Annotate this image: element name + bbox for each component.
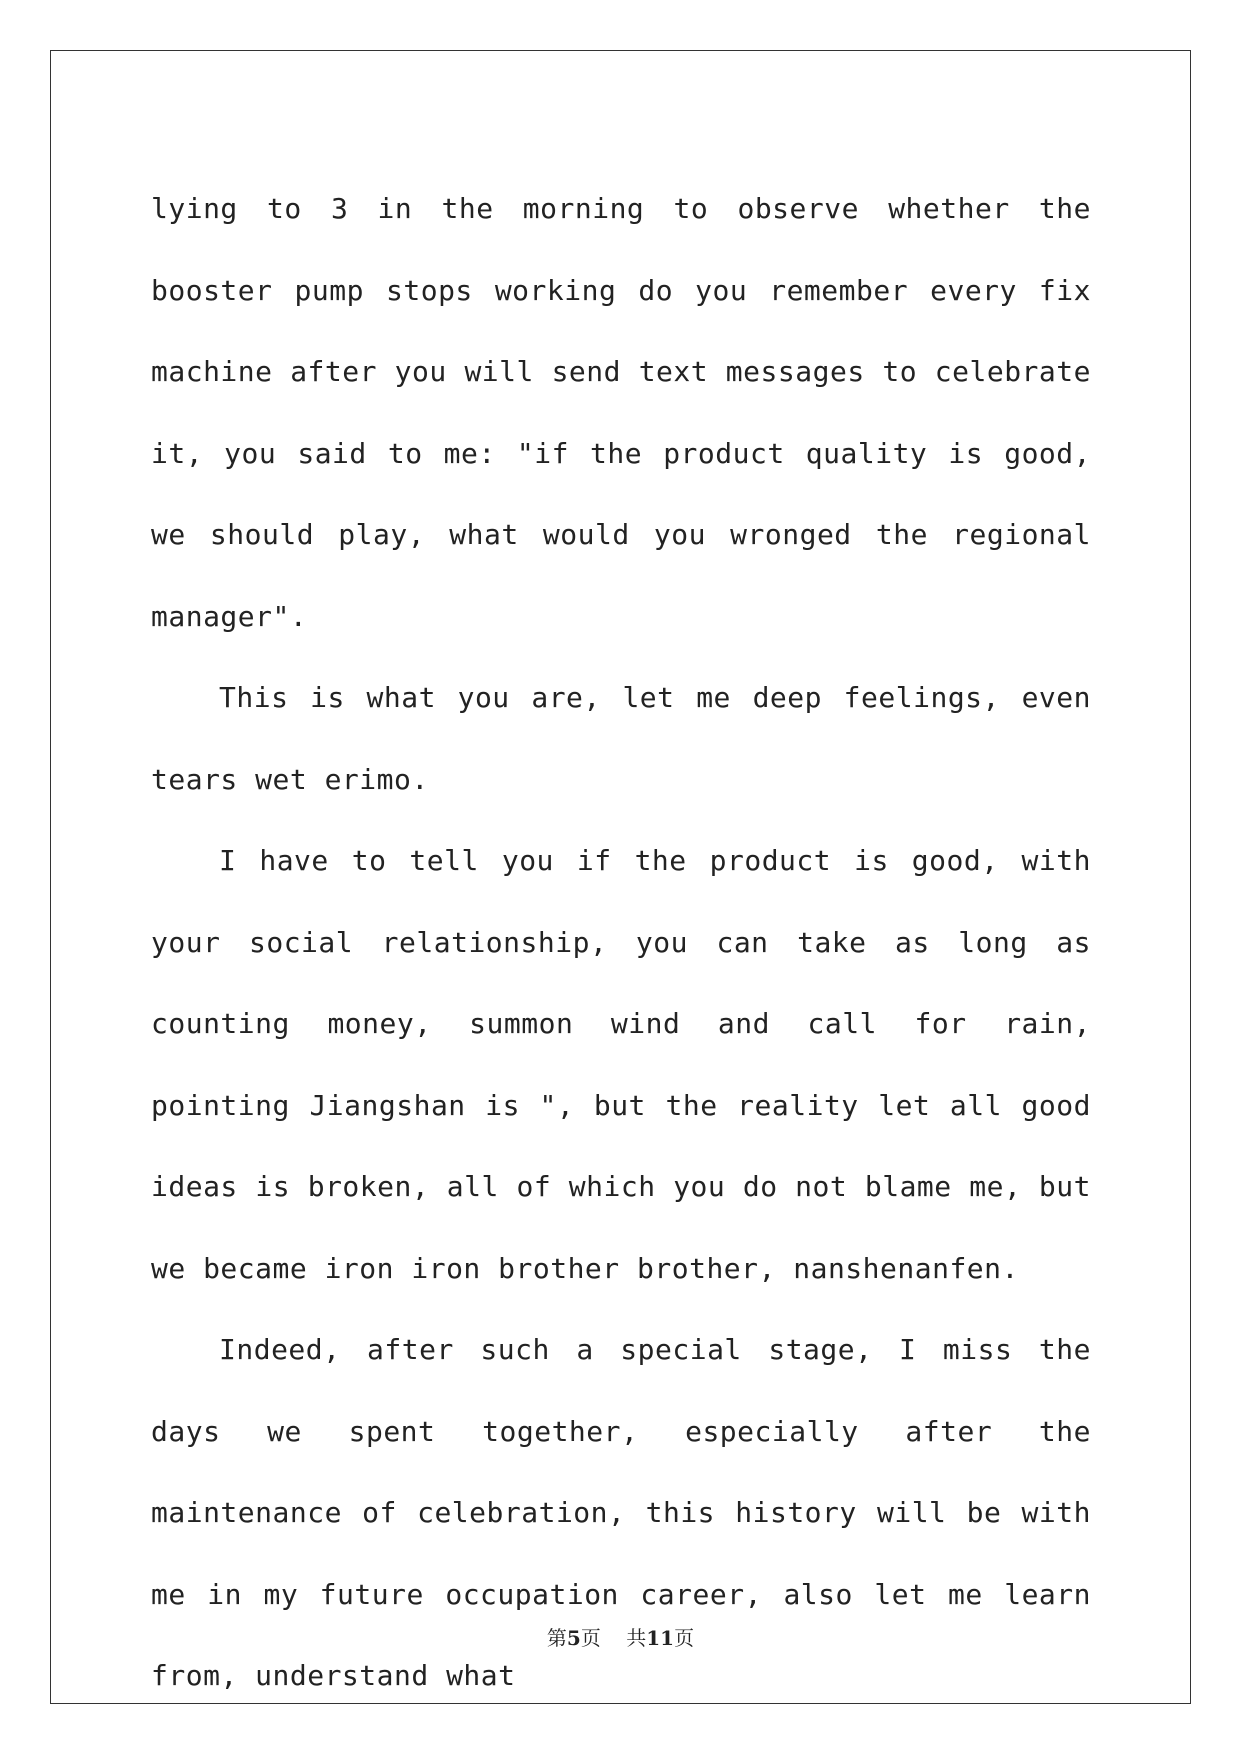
page-prefix: 第 bbox=[546, 1626, 567, 1650]
paragraph-continued: lying to 3 in the morning to observe whether the booster pump stops working do you remember every fix machine after you will send text messages to celebrate it, you said to me: "if the product quality is good, we should play, what would you wronged the regional manager". bbox=[151, 192, 1091, 633]
paragraph: I have to tell you if the product is good, with your social relationship, you can take as long as counting money, summon wind and call for rain, pointing Jiangshan is ", but the reality let all good ideas is broken, all of which you do not blame me, but we became iron iron brother brother, nanshenanfen. bbox=[151, 844, 1091, 1285]
page-footer bbox=[0, 1622, 1241, 1651]
paragraph: Indeed, after such a special stage, I miss the days we spent together, especially after the maintenance of celebration, this history will be with me in my future occupation career, also let me learn from, understand what bbox=[151, 1333, 1091, 1692]
total-suffix: 页 bbox=[674, 1626, 695, 1650]
total-prefix: 共 bbox=[626, 1626, 647, 1650]
document-body bbox=[151, 168, 1091, 1717]
page-suffix: 页 bbox=[580, 1626, 601, 1650]
page-number: 5 bbox=[566, 1626, 581, 1650]
total-pages: 11 bbox=[646, 1626, 675, 1650]
paragraph: This is what you are, let me deep feelings, even tears wet erimo. bbox=[151, 681, 1091, 796]
